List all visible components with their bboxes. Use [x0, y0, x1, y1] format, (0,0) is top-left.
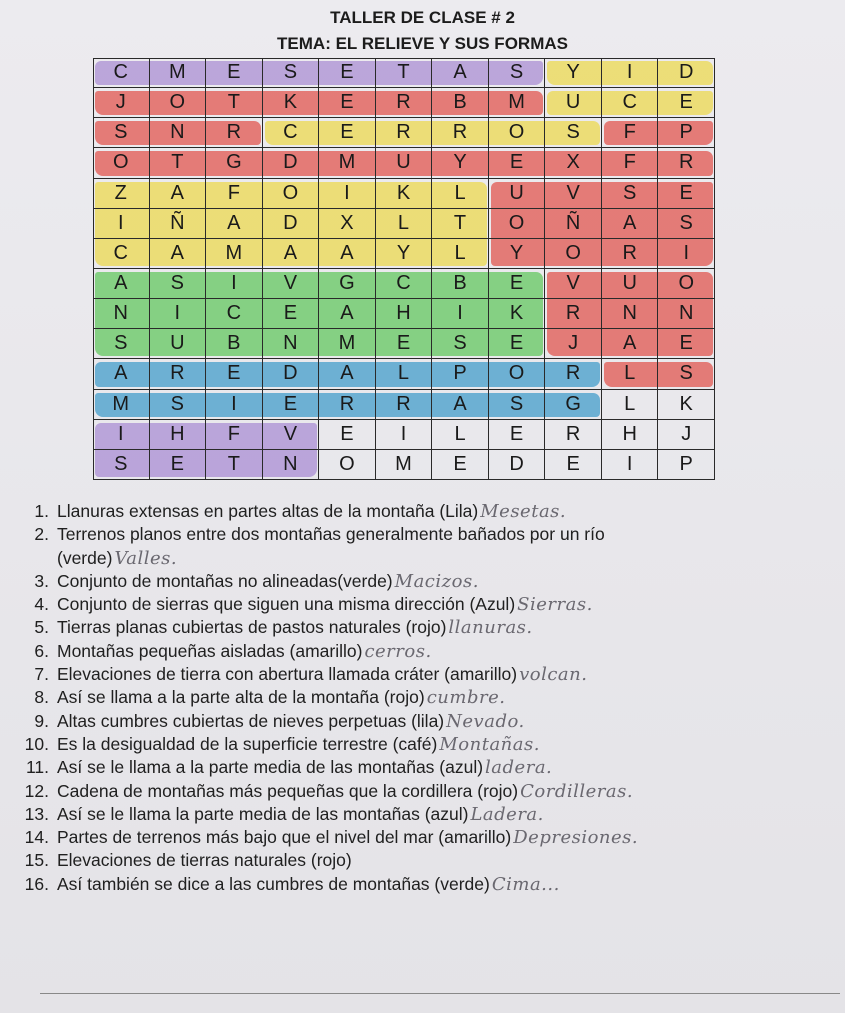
grid-letter: D — [263, 148, 320, 178]
grid-letter: G — [545, 390, 602, 420]
grid-letter: L — [602, 390, 659, 420]
grid-letter: R — [658, 148, 715, 178]
grid-letter: L — [432, 420, 489, 450]
grid-letter: T — [376, 58, 433, 88]
question-item — [15, 780, 840, 803]
grid-letter: F — [206, 179, 263, 209]
question-item — [15, 593, 840, 616]
grid-letter: E — [263, 390, 320, 420]
grid-letter: A — [432, 390, 489, 420]
grid-letter: E — [432, 450, 489, 480]
grid-letter: A — [602, 209, 659, 239]
grid-letter: C — [93, 239, 150, 269]
grid-letter: P — [658, 450, 715, 480]
grid-letter: H — [150, 420, 207, 450]
grid-letter: E — [489, 420, 546, 450]
grid-letter: N — [150, 118, 207, 148]
handwritten-answer: volcan. — [519, 664, 588, 686]
question-text: Elevaciones de tierras naturales (rojo) — [57, 850, 352, 871]
grid-letter: Ñ — [150, 209, 207, 239]
grid-letter: E — [319, 58, 376, 88]
grid-letter: V — [545, 269, 602, 299]
question-item — [15, 523, 840, 546]
grid-letter: E — [150, 450, 207, 480]
grid-letter: S — [545, 118, 602, 148]
grid-letter: D — [658, 58, 715, 88]
grid-letter: L — [376, 209, 433, 239]
question-text: Conjunto de montañas no alineadas(verde) — [57, 570, 393, 591]
grid-letter: D — [489, 450, 546, 480]
grid-letter: R — [432, 118, 489, 148]
grid-letter: E — [319, 88, 376, 118]
grid-letter: I — [206, 269, 263, 299]
grid-letter: R — [206, 118, 263, 148]
question-number: 13. — [24, 803, 49, 824]
grid-letter: S — [658, 359, 715, 389]
grid-letter: I — [432, 299, 489, 329]
question-item — [15, 756, 840, 779]
grid-letter: S — [150, 390, 207, 420]
question-text: Altas cumbres cubiertas de nieves perpetuas (lila) — [57, 710, 445, 731]
grid-letter: L — [602, 359, 659, 389]
handwritten-answer: Mesetas. — [480, 501, 567, 522]
grid-letter: N — [93, 299, 150, 329]
handwritten-answer: Cordilleras. — [520, 780, 634, 802]
question-text: Montañas pequeñas aisladas (amarillo) — [57, 640, 363, 661]
grid-letter: Y — [432, 148, 489, 178]
grid-letter: U — [489, 179, 546, 209]
bottom-rule — [40, 993, 840, 994]
grid-letter: A — [93, 359, 150, 389]
grid-letter: U — [602, 269, 659, 299]
grid-letter: K — [263, 88, 320, 118]
grid-letter: R — [545, 420, 602, 450]
grid-letter: M — [319, 329, 376, 359]
grid-letter: T — [432, 209, 489, 239]
grid-letter: I — [93, 209, 150, 239]
question-text: Cadena de montañas más pequeñas que la cordillera (rojo) — [57, 780, 519, 801]
grid-letter: U — [545, 88, 602, 118]
grid-letter: H — [376, 299, 433, 329]
grid-letter: O — [319, 450, 376, 480]
grid-letter: F — [206, 420, 263, 450]
grid-letter: E — [489, 269, 546, 299]
grid-letter: K — [376, 179, 433, 209]
grid-letter: Y — [376, 239, 433, 269]
question-text: Elevaciones de tierra con abertura llamada cráter (amarillo) — [57, 664, 518, 685]
question-list — [15, 500, 840, 896]
grid-letter: P — [432, 359, 489, 389]
grid-letter: L — [432, 179, 489, 209]
grid-letter: R — [376, 390, 433, 420]
grid-letter: V — [263, 420, 320, 450]
question-item — [15, 686, 840, 709]
grid-letter: E — [489, 329, 546, 359]
grid-letter: Y — [489, 239, 546, 269]
question-number: 11. — [25, 757, 49, 778]
handwritten-answer: cumbre. — [426, 687, 506, 709]
grid-letter: E — [658, 329, 715, 359]
question-item — [15, 710, 840, 733]
grid-letter: S — [263, 58, 320, 88]
grid-letter: N — [658, 299, 715, 329]
grid-letter: A — [150, 239, 207, 269]
worksheet-title: TALLER DE CLASE # 2 — [330, 8, 515, 27]
grid-letter: N — [602, 299, 659, 329]
grid-letter: A — [432, 58, 489, 88]
grid-letter: A — [150, 179, 207, 209]
grid-letter: S — [489, 58, 546, 88]
question-number: 14. — [24, 827, 49, 848]
grid-letter: O — [658, 269, 715, 299]
grid-letter: S — [150, 269, 207, 299]
grid-letter: O — [150, 88, 207, 118]
grid-letter: T — [206, 88, 263, 118]
grid-letter: V — [545, 179, 602, 209]
grid-letter: O — [489, 209, 546, 239]
grid-letter: O — [489, 359, 546, 389]
grid-letter: O — [263, 179, 320, 209]
grid-letter: F — [602, 118, 659, 148]
question-item — [15, 547, 840, 570]
grid-letter: F — [602, 148, 659, 178]
grid-letter: I — [206, 390, 263, 420]
grid-letter: R — [602, 239, 659, 269]
grid-letter: N — [263, 450, 320, 480]
grid-letter: T — [206, 450, 263, 480]
grid-letter: S — [489, 390, 546, 420]
question-number: 16. — [24, 873, 49, 894]
grid-letter: H — [602, 420, 659, 450]
grid-letter: M — [319, 148, 376, 178]
question-number: 8. — [34, 687, 49, 708]
question-number: 1. — [34, 501, 49, 521]
handwritten-answer: ladera. — [485, 757, 553, 779]
grid-letter: Y — [545, 58, 602, 88]
grid-letter: A — [206, 209, 263, 239]
handwritten-answer: cerros. — [364, 640, 432, 662]
grid-letter: E — [545, 450, 602, 480]
grid-letter: A — [319, 299, 376, 329]
grid-letter: E — [658, 179, 715, 209]
grid-letter: I — [319, 179, 376, 209]
worksheet-subtitle: TEMA: EL RELIEVE Y SUS FORMAS — [277, 34, 568, 53]
grid-letter: D — [263, 209, 320, 239]
question-item — [15, 616, 840, 639]
grid-letter: T — [150, 148, 207, 178]
grid-letter: R — [150, 359, 207, 389]
grid-letter: B — [206, 329, 263, 359]
grid-letter: M — [93, 390, 150, 420]
grid-letter: M — [376, 450, 433, 480]
grid-letter: I — [658, 239, 715, 269]
question-number: 5. — [34, 617, 49, 638]
handwritten-answer: Sierras. — [517, 594, 593, 616]
question-text: Así se le llama la parte media de las montañas (azul) — [57, 803, 469, 824]
question-text: Tierras planas cubiertas de pastos naturales (rojo) — [57, 617, 447, 638]
question-text: (verde) — [57, 547, 113, 568]
grid-letter: G — [319, 269, 376, 299]
question-number: 3. — [34, 570, 49, 591]
question-number: 9. — [34, 710, 49, 731]
grid-letter: B — [432, 269, 489, 299]
grid-letter: Ñ — [545, 209, 602, 239]
grid-letter: J — [93, 88, 150, 118]
grid-letter: A — [263, 239, 320, 269]
grid-letter: C — [93, 58, 150, 88]
grid-letter: B — [432, 88, 489, 118]
question-text: Así también se dice a las cumbres de montañas (verde) — [57, 873, 490, 894]
question-text: Así se le llama a la parte media de las montañas (azul) — [57, 757, 484, 778]
grid-letter: I — [150, 299, 207, 329]
grid-letter: A — [319, 359, 376, 389]
word-search-grid — [93, 58, 715, 480]
grid-letter: O — [489, 118, 546, 148]
grid-letter: S — [432, 329, 489, 359]
grid-letter: R — [376, 88, 433, 118]
handwritten-answer: Depresiones. — [513, 827, 639, 849]
question-text: Es la desigualdad de la superficie terrestre (café) — [57, 733, 438, 754]
question-item — [15, 640, 840, 663]
grid-letter: E — [489, 148, 546, 178]
grid-letter: U — [376, 148, 433, 178]
grid-letter: S — [602, 179, 659, 209]
grid-letter: I — [93, 420, 150, 450]
grid-letter: E — [206, 58, 263, 88]
question-text: Partes de terrenos más bajo que el nivel del mar (amarillo) — [57, 827, 512, 848]
grid-letter: C — [263, 118, 320, 148]
grid-letter: J — [545, 329, 602, 359]
question-number: 12. — [24, 780, 49, 801]
grid-letter: E — [206, 359, 263, 389]
question-item — [15, 733, 840, 756]
grid-letter: E — [319, 118, 376, 148]
grid-letter: L — [376, 359, 433, 389]
grid-letter: K — [489, 299, 546, 329]
grid-letter: R — [376, 118, 433, 148]
grid-letter: D — [263, 359, 320, 389]
grid-letter: I — [602, 58, 659, 88]
question-item — [15, 826, 840, 849]
grid-letter: A — [93, 269, 150, 299]
handwritten-answer: Nevado. — [446, 710, 525, 732]
grid-letter: R — [545, 359, 602, 389]
grid-letter: L — [432, 239, 489, 269]
grid-letter: P — [658, 118, 715, 148]
grid-letter: J — [658, 420, 715, 450]
grid-letter: M — [489, 88, 546, 118]
handwritten-answer: Macizos. — [394, 570, 479, 592]
question-text: Llanuras extensas en partes altas de la montaña (Lila) — [57, 501, 479, 521]
grid-letter: S — [93, 450, 150, 480]
grid-letter: S — [93, 329, 150, 359]
grid-letter: Z — [93, 179, 150, 209]
grid-letter: X — [319, 209, 376, 239]
question-item — [15, 873, 840, 896]
grid-letter: C — [602, 88, 659, 118]
grid-letter: R — [319, 390, 376, 420]
question-item — [15, 663, 840, 686]
question-item — [15, 849, 840, 872]
grid-letter: G — [206, 148, 263, 178]
grid-letter: E — [319, 420, 376, 450]
grid-letter: I — [602, 450, 659, 480]
grid-letter: M — [206, 239, 263, 269]
grid-letter: S — [93, 118, 150, 148]
grid-letter: A — [602, 329, 659, 359]
question-text: Así se llama a la parte alta de la montaña (rojo) — [57, 687, 425, 708]
grid-letter: R — [545, 299, 602, 329]
grid-letter: I — [376, 420, 433, 450]
grid-letter: E — [376, 329, 433, 359]
question-text: Conjunto de sierras que siguen una misma dirección (Azul) — [57, 594, 516, 615]
grid-letter: K — [658, 390, 715, 420]
grid-letter: A — [319, 239, 376, 269]
handwritten-answer: llanuras. — [448, 617, 533, 639]
grid-letter: M — [150, 58, 207, 88]
grid-letter: C — [206, 299, 263, 329]
question-number: 15. — [24, 850, 49, 871]
question-item — [15, 500, 840, 523]
handwritten-answer: Valles. — [114, 547, 178, 569]
grid-letter: U — [150, 329, 207, 359]
question-number: 7. — [34, 664, 49, 685]
grid-letter: N — [263, 329, 320, 359]
handwritten-answer: Ladera. — [470, 803, 544, 825]
grid-letter: E — [263, 299, 320, 329]
question-text: Terrenos planos entre dos montañas generalmente bañados por un río — [57, 524, 605, 545]
question-item — [15, 803, 840, 826]
question-number: 6. — [34, 640, 49, 661]
grid-letter: C — [376, 269, 433, 299]
question-number: 10. — [24, 733, 49, 754]
question-number: 4. — [34, 594, 49, 615]
question-number: 2. — [34, 524, 49, 545]
grid-letter: V — [263, 269, 320, 299]
grid-letter: E — [658, 88, 715, 118]
handwritten-answer: Cima... — [491, 873, 560, 895]
grid-letter: O — [93, 148, 150, 178]
grid-letter: X — [545, 148, 602, 178]
question-item — [15, 570, 840, 593]
handwritten-answer: Montañas. — [439, 733, 540, 755]
grid-letter: S — [658, 209, 715, 239]
grid-letter: O — [545, 239, 602, 269]
